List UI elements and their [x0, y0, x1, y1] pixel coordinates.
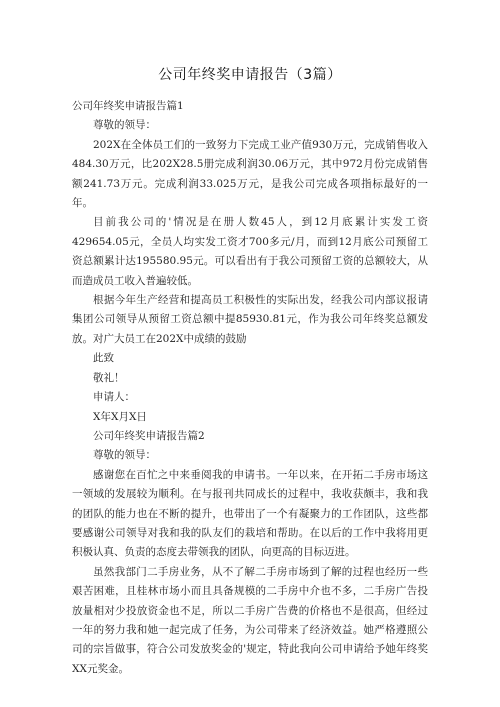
- report-2-salutation: 尊敬的领导：: [93, 449, 156, 462]
- report-1-heading: 公司年终奖申请报告篇1: [72, 100, 184, 112]
- report-1-paragraph-3: 根据今年生产经营和提高员工积极性的实际出发，经我公司内部议报请集团公司领导从预留工资总额中提85930.81元，作为我公司年终奖总额发放。对广大员工在202X中成绩的鼓励: [72, 294, 428, 345]
- report-2-paragraph-1: 感谢您在百忙之中来垂阅我的申请书。一年以来，在开拓二手房市场这一领域的发展较为顺利。在与报刊共同成长的过程中，我收获颇丰，我和我的团队的能力也在不断的提升，也带出了一个有凝聚力的工作团队，这些都要感谢公司领导对我和我的队友们的栽培和帮助。在以后的工作中我将用更积极认真、负责的态度去带领我的团队，向更高的目标迈进。: [72, 468, 428, 559]
- report-1-applicant: 申请人：: [93, 391, 135, 404]
- report-1-salutation: 尊敬的领导：: [93, 119, 156, 132]
- document-title: 公司年终奖申请报告（3篇）: [158, 67, 342, 83]
- report-1-closing-2: 敬礼！: [93, 371, 125, 384]
- report-2-paragraph-2: 虽然我部门二手房业务，从不了解二手房市场到了解的过程也经历一些艰苦困难，且桂林市场小而且具备规模的二手房中介也不多，二手房广告投放量相对少投放资金也不足，所以二手房广告费的价格也不是很高，但经过一年的努力我和她一起完成了任务，为公司带来了经济效益。她严格遵照公司的宗旨做事，符合公司发放奖金的'规定，特此我向公司申请给予她年终奖XX元奖金。: [72, 565, 428, 675]
- document-body: [72, 97, 428, 679]
- report-1-date: X年X月X日: [93, 410, 147, 423]
- report-1-paragraph-1: 202X在全体员工们的一致努力下完成工业产值930万元，完成销售收入484.30万元，比202X28.5册完成利润30.06万元，其中972月份完成销售额241.73万元。完成利润33.025万元，是我公司完成各项指标最好的一年。: [72, 138, 428, 210]
- report-2-heading: 公司年终奖申请报告篇2: [93, 429, 205, 442]
- report-1-closing-1: 此致: [93, 352, 114, 365]
- report-1-paragraph-2: 目前我公司的'情况是在册人数45人，到12月底累计实发工资429654.05元，全员人均实发工资才700多元/月，而到12月底公司预留工资总额累计达195580.95元。可以看出有于我公司预留工资的总额较大，从而造成员工收入普遍较低。: [72, 216, 428, 287]
